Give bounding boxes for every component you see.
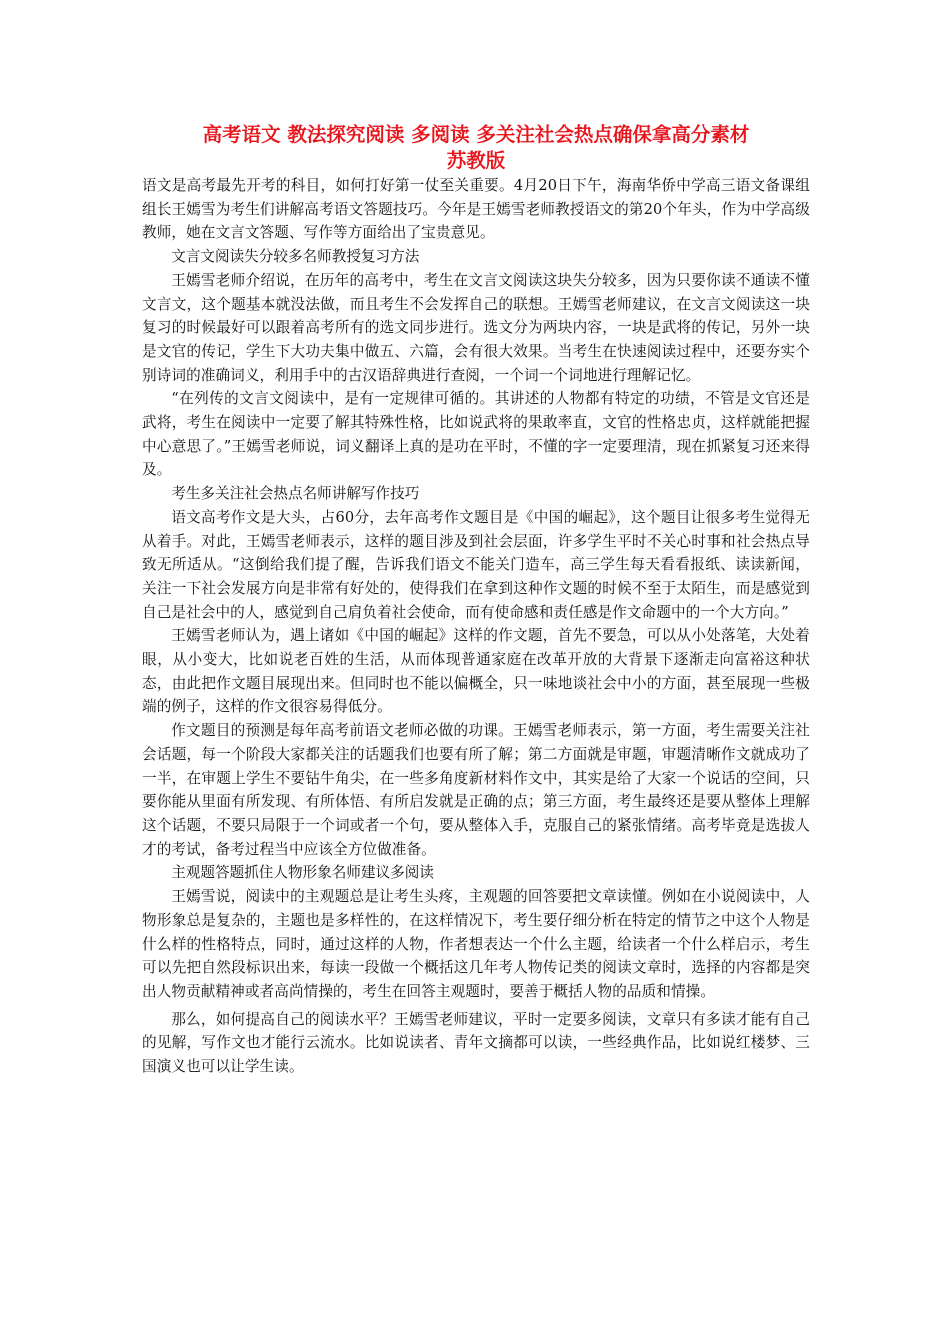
body-paragraph: 王嫣雪说，阅读中的主观题总是让考生头疼，主观题的回答要把文章读懂。例如在小说阅读中，人物形象总是复杂的，主题也是多样性的，在这样情况下，考生要仔细分析在特定的情节之中这个人物是什么样的性格特点，同时，通过这样的人物，作者想表达一个什么主题，给读者一个什么样启示，考生可以先把自然段标识出来，每读一段做一个概括这几年考人物传记类的阅读文章时，选择的内容都是突出人物贡献精神或者高尚情操的，考生在回答主观题时，要善于概括人物的品质和情操。 [142, 888, 810, 1000]
document-page [142, 122, 810, 1079]
body-paragraph: 作文题目的预测是每年高考前语文老师必做的功课。王嫣雪老师表示，第一方面，考生需要关注社会话题，每一个阶段大家都关注的话题我们也要有所了解；第二方面就是审题，审题清晰作文就成功了一半，在审题上学生不要钻牛角尖，在一些多角度新材料作文中，其实是给了大家一个说话的空间，只要你能从里面有所发现、有所体悟、有所启发就是正确的点；第三方面，考生最终还是要从整体上理解这个话题，不要只局限于一个词或者一个句，要从整体入手，克服自己的紧张情绪。高考毕竟是选拔人才的考试，备考过程当中应该全方位做准备。 [142, 722, 810, 858]
title-line-2: 苏教版 [446, 149, 506, 172]
section-heading: 主观题答题抓住人物形象名师建议多阅读 [171, 864, 434, 882]
section-heading: 文言文阅读失分较多名师教授复习方法 [171, 248, 420, 266]
document-title [142, 122, 810, 174]
body-paragraph: 那么，如何提高自己的阅读水平？王嫣雪老师建议，平时一定要多阅读，文章只有多读才能有自己的见解，写作文也才能行云流水。比如说读者、青年文摘都可以读，一些经典作品，比如说红楼梦、三国演义也可以让学生读。 [142, 1010, 810, 1076]
body-paragraph: 王嫣雪老师认为，遇上诸如《中国的崛起》这样的作文题，首先不要急，可以从小处落笔，大处着眼，从小变大，比如说老百姓的生活，从而体现普通家庭在改革开放的大背景下逐渐走向富裕这种状态，由此把作文题目展现出来。但同时也不能以偏概全，只一味地谈社会中小的方面，甚至展现一些极端的例子，这样的作文很容易得低分。 [142, 627, 810, 716]
body-paragraph: 语文是高考最先开考的科目，如何打好第一仗至关重要。4月20日下午，海南华侨中学高三语文备课组组长王嫣雪为考生们讲解高考语文答题技巧。今年是王嫣雪老师教授语文的第20个年头，作为中学高级教师，她在文言文答题、写作等方面给出了宝贵意见。 [142, 177, 810, 242]
document-body [142, 174, 810, 1079]
title-line-1: 高考语文 教法探究阅读 多阅读 多关注社会热点确保拿高分素材 [202, 123, 750, 146]
body-paragraph: 语文高考作文是大头，占60分，去年高考作文题目是《中国的崛起》，这个题目让很多考生觉得无从着手。对此，王嫣雪老师表示，这样的题目涉及到社会层面，许多学生平时不关心时事和社会热点导致无所适从。“这倒给我们提了醒，告诉我们语文不能关门造车，高三学生每天看看报纸、读读新闻，关注一下社会发展方向是非常有好处的，使得我们在拿到这种作文题的时候不至于太陌生，而是感觉到自己是社会中的人，感觉到自己肩负着社会使命，而有使命感和责任感是作文命题中的一个大方向。” [142, 508, 810, 621]
body-paragraph: 王嫣雪老师介绍说，在历年的高考中，考生在文言文阅读这块失分较多，因为只要你读不通读不懂文言文，这个题基本就没法做，而且考生不会发挥自己的联想。王嫣雪老师建议，在文言文阅读这一块复习的时候最好可以跟着高考所有的选文同步进行。选文分为两块内容，一块是武将的传记，另外一块是文官的传记，学生下大功夫集中做五、六篇，会有很大效果。当考生在快速阅读过程中，还要夯实个别诗词的准确词义，利用手中的古汉语辞典进行查阅，一个词一个词地进行理解记忆。 [142, 271, 810, 384]
section-heading: 考生多关注社会热点名师讲解写作技巧 [171, 485, 420, 503]
body-paragraph: “在列传的文言文阅读中，是有一定规律可循的。其讲述的人物都有特定的功绩，不管是文官还是武将，考生在阅读中一定要了解其特殊性格，比如说武将的果敢率直，文官的性格忠贞，这样就能把握中心意思了。”王嫣雪老师说，词义翻译上真的是功在平时，不懂的字一定要理清，现在抓紧复习还来得及。 [142, 390, 810, 479]
